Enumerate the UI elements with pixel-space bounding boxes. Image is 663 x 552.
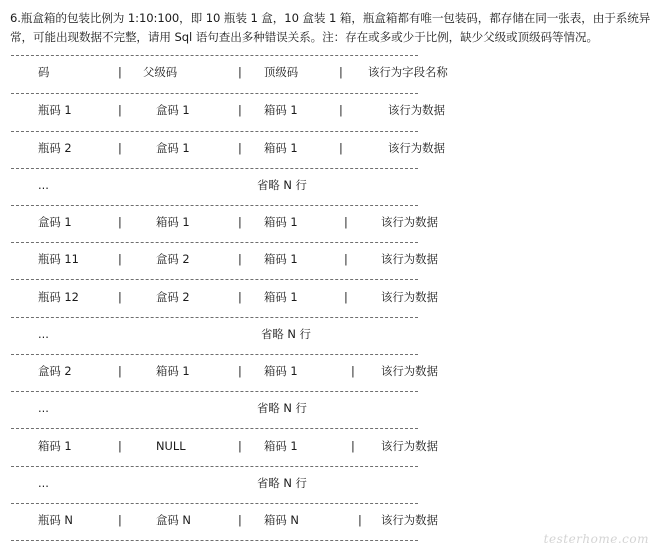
table-row [0, 362, 663, 380]
code-cell: 瓶码 N [38, 513, 73, 527]
column-separator: | [118, 513, 122, 527]
header-parent-code: 父级码 [143, 65, 178, 79]
top-code-cell: 箱码 1 [264, 215, 298, 229]
dashed-divider [11, 503, 418, 504]
code-cell: 瓶码 11 [38, 252, 79, 266]
dashed-divider [11, 428, 418, 429]
dashed-divider [11, 205, 418, 206]
table-row [0, 250, 663, 268]
column-separator: | [118, 215, 122, 229]
column-separator: | [238, 65, 242, 79]
ellipsis-marker: ... [38, 178, 49, 192]
table-row [0, 511, 663, 529]
dashed-divider [11, 391, 418, 392]
column-separator: | [238, 141, 242, 155]
code-cell: 盒码 2 [38, 364, 72, 378]
column-separator: | [118, 65, 122, 79]
site-watermark: testerhome.com [543, 532, 649, 546]
top-code-cell: 箱码 N [264, 513, 299, 527]
column-separator: | [344, 215, 348, 229]
omitted-rows-note: 省略 N 行 [257, 401, 307, 415]
column-separator: | [344, 252, 348, 266]
description-cell: 该行为数据 [381, 364, 438, 378]
ellipsis-row [0, 325, 663, 343]
omitted-rows-note: 省略 N 行 [261, 327, 311, 341]
column-separator: | [351, 439, 355, 453]
header-description: 该行为字段名称 [368, 65, 448, 79]
code-cell: 瓶码 12 [38, 290, 79, 304]
top-code-cell: 箱码 1 [264, 364, 298, 378]
column-separator: | [118, 439, 122, 453]
table-header-row [0, 63, 663, 81]
dashed-divider [11, 354, 418, 355]
table-row [0, 101, 663, 119]
column-separator: | [351, 364, 355, 378]
column-separator: | [339, 65, 343, 79]
ellipsis-row [0, 176, 663, 194]
header-code: 码 [38, 65, 50, 79]
omitted-rows-note: 省略 N 行 [257, 178, 307, 192]
omitted-rows-note: 省略 N 行 [257, 476, 307, 490]
dashed-divider [11, 279, 418, 280]
header-top-code: 顶级码 [264, 65, 299, 79]
column-separator: | [238, 215, 242, 229]
column-separator: | [238, 513, 242, 527]
parent-code-cell: NULL [156, 439, 186, 453]
parent-code-cell: 盒码 1 [156, 103, 190, 117]
column-separator: | [238, 103, 242, 117]
description-cell: 该行为数据 [381, 513, 438, 527]
parent-code-cell: 箱码 1 [156, 364, 190, 378]
top-code-cell: 箱码 1 [264, 290, 298, 304]
description-cell: 该行为数据 [388, 141, 445, 155]
column-separator: | [118, 103, 122, 117]
dashed-divider [11, 55, 418, 56]
parent-code-cell: 盒码 2 [156, 290, 190, 304]
code-cell: 盒码 1 [38, 215, 72, 229]
dashed-divider [11, 540, 418, 541]
parent-code-cell: 盒码 1 [156, 141, 190, 155]
parent-code-cell: 盒码 N [156, 513, 191, 527]
column-separator: | [238, 252, 242, 266]
dashed-divider [11, 168, 418, 169]
column-separator: | [118, 252, 122, 266]
column-separator: | [118, 364, 122, 378]
top-code-cell: 箱码 1 [264, 141, 298, 155]
table-row [0, 437, 663, 455]
column-separator: | [238, 290, 242, 304]
table-row [0, 288, 663, 306]
ellipsis-marker: ... [38, 327, 49, 341]
column-separator: | [238, 439, 242, 453]
description-cell: 该行为数据 [381, 215, 438, 229]
column-separator: | [118, 290, 122, 304]
top-code-cell: 箱码 1 [264, 439, 298, 453]
table-row [0, 213, 663, 231]
column-separator: | [118, 141, 122, 155]
code-cell: 箱码 1 [38, 439, 72, 453]
dashed-divider [11, 131, 418, 132]
dashed-divider [11, 93, 418, 94]
ellipsis-marker: ... [38, 476, 49, 490]
description-cell: 该行为数据 [381, 252, 438, 266]
column-separator: | [339, 141, 343, 155]
top-code-cell: 箱码 1 [264, 103, 298, 117]
top-code-cell: 箱码 1 [264, 252, 298, 266]
ellipsis-marker: ... [38, 401, 49, 415]
parent-code-cell: 箱码 1 [156, 215, 190, 229]
column-separator: | [339, 103, 343, 117]
table-row [0, 139, 663, 157]
dashed-divider [11, 317, 418, 318]
column-separator: | [344, 290, 348, 304]
ellipsis-row [0, 474, 663, 492]
dashed-divider [11, 466, 418, 467]
parent-code-cell: 盒码 2 [156, 252, 190, 266]
ellipsis-row [0, 399, 663, 417]
description-cell: 该行为数据 [388, 103, 445, 117]
code-cell: 瓶码 2 [38, 141, 72, 155]
column-separator: | [238, 364, 242, 378]
code-cell: 瓶码 1 [38, 103, 72, 117]
description-cell: 该行为数据 [381, 439, 438, 453]
description-cell: 该行为数据 [381, 290, 438, 304]
column-separator: | [358, 513, 362, 527]
dashed-divider [11, 242, 418, 243]
question-text: 6.瓶盒箱的包装比例为 1:10:100，即 10 瓶装 1 盒，10 盒装 1 箱，瓶盒箱都有唯一包装码，都存储在同一张表，由于系统异常，可能出现数据不完整，请用 Sql 语句查出多种错误关系。注：存在或多或少于比例，缺少父级或顶级码等情况。 [10, 11, 651, 44]
